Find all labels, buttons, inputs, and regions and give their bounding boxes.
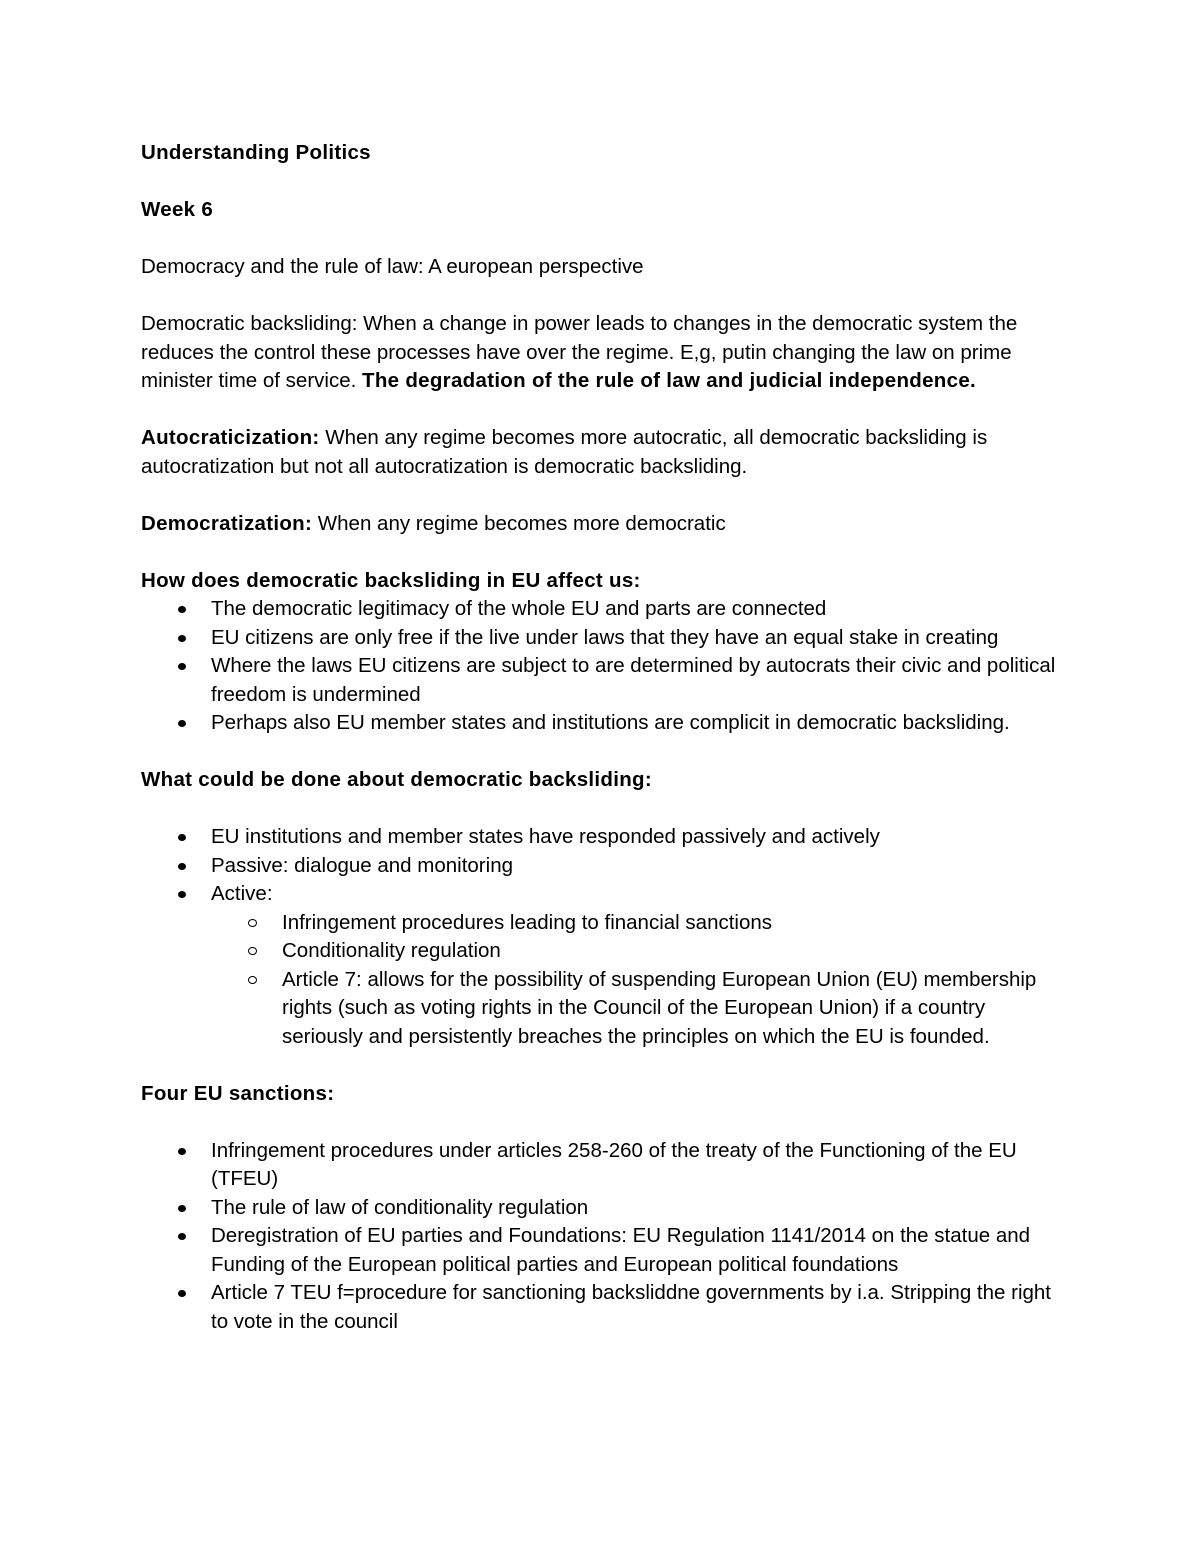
bullet-icon bbox=[178, 720, 186, 727]
list-item: Article 7 TEU f=procedure for sanctioning backsliddne governments by i.a. Stripping the right to vote in the council bbox=[141, 1279, 1061, 1336]
sublist-item: Infringement procedures leading to financial sanctions bbox=[141, 909, 1061, 938]
list-item: Where the laws EU citizens are subject to are determined by autocrats their civic and political freedom is undermined bbox=[141, 652, 1061, 709]
hollow-bullet-icon bbox=[248, 976, 257, 984]
bullet-icon bbox=[178, 1205, 186, 1212]
bullet-icon bbox=[178, 606, 186, 613]
list-item: EU citizens are only free if the live under laws that they have an equal stake in creating bbox=[141, 624, 1061, 653]
sanctions-heading: Four EU sanctions: bbox=[141, 1081, 335, 1105]
backsliding-paragraph: Democratic backsliding: When a change in power leads to changes in the democratic system the reduces the control these processes have over the regime. E,g, putin changing the law on prime minister time of service. The degradation of the rule of law and judicial independence. bbox=[141, 312, 1018, 392]
lecture-subtitle: Democracy and the rule of law: A european perspective bbox=[141, 255, 644, 278]
list-item: Passive: dialogue and monitoring bbox=[141, 852, 1061, 881]
list-item: Deregistration of EU parties and Foundations: EU Regulation 1141/2014 on the statue and Funding of the European political parties and European political foundations bbox=[141, 1222, 1061, 1279]
autocraticization-paragraph: Autocraticization: When any regime becomes more autocratic, all democratic backsliding is autocratization but not all autocratization is democratic backsliding. bbox=[141, 426, 988, 478]
week-heading: Week 6 bbox=[141, 198, 214, 221]
done-list bbox=[141, 823, 1061, 909]
bullet-icon bbox=[178, 891, 186, 898]
active-sublist bbox=[141, 909, 1061, 1052]
bullet-icon bbox=[178, 663, 186, 670]
sublist-item: Article 7: allows for the possibility of suspending European Union (EU) membership rights (such as voting rights in the Council of the European Union) if a country seriously and persistently breaches the principles on which the EU is founded. bbox=[141, 966, 1061, 1052]
bullet-icon bbox=[178, 1233, 186, 1240]
bullet-icon bbox=[178, 1290, 186, 1297]
list-item: Perhaps also EU member states and institutions are complicit in democratic backsliding. bbox=[141, 709, 1061, 738]
bullet-icon bbox=[178, 863, 186, 870]
done-heading: What could be done about democratic backsliding: bbox=[141, 768, 653, 791]
bullet-icon bbox=[178, 834, 186, 841]
list-item: Infringement procedures under articles 258-260 of the treaty of the Functioning of the EU (TFEU) bbox=[141, 1137, 1061, 1194]
bullet-icon bbox=[178, 635, 186, 642]
democratization-paragraph: Democratization: When any regime becomes more democratic bbox=[141, 511, 726, 535]
list-item: The democratic legitimacy of the whole EU and parts are connected bbox=[141, 595, 1061, 624]
list-item: Active: bbox=[141, 880, 1061, 909]
bullet-icon bbox=[178, 1148, 186, 1155]
affect-list bbox=[141, 595, 1061, 738]
document-title: Understanding Politics bbox=[141, 141, 371, 164]
hollow-bullet-icon bbox=[248, 919, 257, 927]
hollow-bullet-icon bbox=[248, 947, 257, 955]
document-page bbox=[141, 139, 1061, 1336]
list-item: EU institutions and member states have responded passively and actively bbox=[141, 823, 1061, 852]
sublist-item: Conditionality regulation bbox=[141, 937, 1061, 966]
list-item: The rule of law of conditionality regulation bbox=[141, 1194, 1061, 1223]
affect-heading: How does democratic backsliding in EU affect us: bbox=[141, 568, 641, 592]
sanctions-list bbox=[141, 1137, 1061, 1337]
